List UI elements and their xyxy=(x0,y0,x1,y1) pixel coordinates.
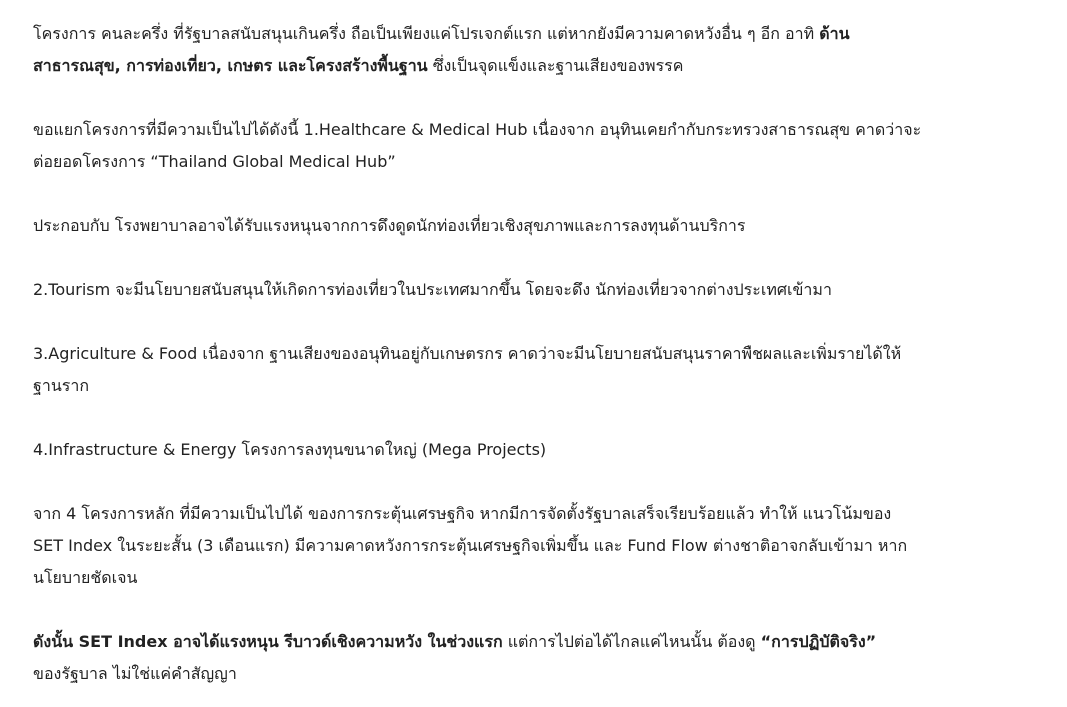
intro-bold-start: ด้าน xyxy=(819,24,850,43)
conclusion-bold-2: “การปฏิบัติจริง” xyxy=(760,632,877,651)
intro-text-end: ซึ่งเป็นจุดแข็งและฐานเสียงของพรรค xyxy=(427,56,684,75)
intro-text: โครงการ คนละครึ่ง ที่รัฐบาลสนับสนุนเกินครึ่ง ถือเป็นเพียงแค่โปรเจกต์แรก แต่หากยังมีความคาดหวังอื่น ๆ อีก อาทิ xyxy=(33,24,820,43)
paragraph-agriculture xyxy=(33,338,1033,402)
agriculture-line-1: 3.Agriculture & Food เนื่องจาก ฐานเสียงของอนุทินอยู่กับเกษตรกร คาดว่าจะมีนโยบายสนับสนุนราคาพืชผลและเพิ่มรายได้ให้ xyxy=(33,344,902,363)
paragraph-infrastructure xyxy=(33,434,1033,466)
hospital-text: ประกอบกับ โรงพยาบาลอาจได้รับแรงหนุนจากการดึงดูดนักท่องเที่ยวเชิงสุขภาพและการลงทุนด้านบริการ xyxy=(33,216,746,235)
conclusion-bold-1: ดังนั้น SET Index อาจได้แรงหนุน รีบาวด์เชิงความหวัง ในช่วงแรก xyxy=(33,632,503,651)
conclusion-text-1: แต่การไปต่อได้ไกลแค่ไหนนั้น ต้องดู xyxy=(502,632,761,651)
set-outlook-line-2: SET Index ในระยะสั้น (3 เดือนแรก) มีความคาดหวังการกระตุ้นเศรษฐกิจเพิ่มขึ้น และ Fund Flow ต่างชาติอาจกลับเข้ามา หาก xyxy=(33,536,908,555)
healthcare-line-1: ขอแยกโครงการที่มีความเป็นไปได้ดังนี้ 1.Healthcare & Medical Hub เนื่องจาก อนุทินเคยกำกับกระทรวงสาธารณสุข คาดว่าจะ xyxy=(33,120,922,139)
conclusion-line-2: ของรัฐบาล ไม่ใช่แค่คำสัญญา xyxy=(33,664,237,683)
agriculture-line-2: ฐานราก xyxy=(33,376,90,395)
set-outlook-line-1: จาก 4 โครงการหลัก ที่มีความเป็นไปได้ ของการกระตุ้นเศรษฐกิจ หากมีการจัดตั้งรัฐบาลเสร็จเรียบร้อยแล้ว ทำให้ แนวโน้มของ xyxy=(33,504,892,523)
intro-bold-sectors: สาธารณสุข, การท่องเที่ยว, เกษตร และโครงสร้างพื้นฐาน xyxy=(33,56,428,75)
paragraph-tourism xyxy=(33,274,1033,306)
paragraph-conclusion xyxy=(33,626,1033,690)
paragraph-healthcare xyxy=(33,114,1033,178)
tourism-text: 2.Tourism จะมีนโยบายสนับสนุนให้เกิดการท่องเที่ยวในประเทศมากขึ้น โดยจะดึง นักท่องเที่ยวจากต่างประเทศเข้ามา xyxy=(33,280,832,299)
paragraph-intro xyxy=(33,18,1033,82)
paragraph-hospital xyxy=(33,210,1033,242)
article-body xyxy=(33,18,1033,690)
healthcare-line-2: ต่อยอดโครงการ “Thailand Global Medical Hub” xyxy=(33,152,396,171)
paragraph-set-outlook xyxy=(33,498,1033,594)
infrastructure-text: 4.Infrastructure & Energy โครงการลงทุนขนาดใหญ่ (Mega Projects) xyxy=(33,440,547,459)
set-outlook-line-3: นโยบายชัดเจน xyxy=(33,568,138,587)
